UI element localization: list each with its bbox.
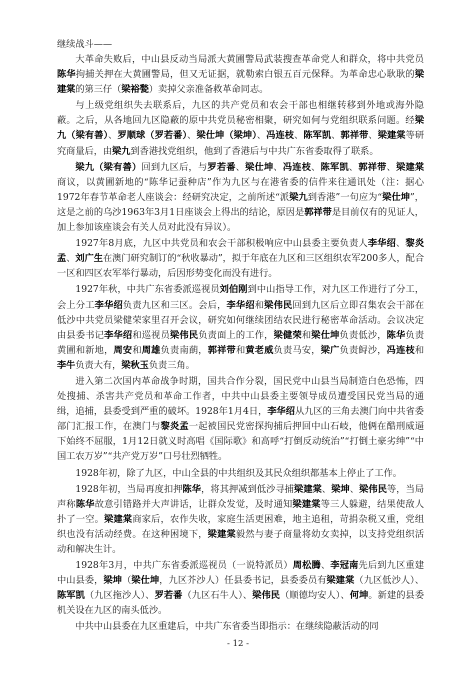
person-name: 陈军凯	[303, 130, 332, 142]
person-name: 梁建棠	[104, 513, 133, 525]
text-run: 、	[311, 161, 321, 173]
person-name: 冯连枝	[386, 344, 415, 356]
person-name: 罗顺球（罗若番）	[117, 130, 188, 142]
text-run: 负责黄圃和新地，	[57, 329, 425, 356]
text-run: 、	[187, 130, 197, 142]
person-name: 刘广生	[75, 253, 103, 265]
person-name: 周松腾	[292, 560, 321, 572]
text-run: 负责低沙，	[339, 329, 387, 341]
person-name: 梁伟民	[359, 483, 387, 495]
person-name: 李华绍	[94, 299, 123, 311]
text-run: ，九区芥沙人）任县委书记，县委委员有	[159, 575, 327, 587]
text-run: ）卖掉父亲准备救革命同志。	[148, 84, 269, 96]
text-run: 等研究商量后，由	[57, 130, 425, 157]
text-run: 、	[273, 161, 283, 173]
paragraph	[57, 98, 424, 158]
text-run: 和	[132, 344, 142, 356]
text-run: 、	[331, 130, 341, 142]
text-run: 一起被国民党密探拘捕后押回中山石岐，他俩在酷刑威逼下始终不屈服，1月12日就义时高唱《国际歌》和高呼“打倒反动统治”“打倒土豪劣绅”“中国工农万岁”“共产党万岁”口号壮烈牺牲。	[57, 421, 425, 463]
person-name: 刘伯刚	[219, 284, 248, 296]
person-name: 梁仕坤	[382, 191, 411, 203]
text-run: 。新建的县委机关设在九区的南头低沙。	[57, 590, 425, 617]
person-name: 冯连枝	[282, 161, 312, 173]
text-run: 1927年秋，中共广东省委派巡视员	[75, 284, 220, 296]
person-name: 梁坤	[103, 575, 123, 587]
person-name: 李牛	[57, 359, 76, 371]
person-name: 陈华	[182, 483, 202, 495]
text-run: 中共中山县委在九区重建后，中共广东省委当即指示：在继续隐蔽活动的同	[75, 621, 379, 633]
text-run: 故意引错路并大声讲话，让群众发觉，及时通知	[94, 498, 293, 510]
text-run: 1928年初，当局再度扣押	[75, 483, 183, 495]
person-name: 梁建棠	[396, 161, 425, 173]
text-run: 回到九区后，与	[141, 161, 208, 173]
text-run: 、	[396, 238, 406, 250]
text-run: 、	[235, 161, 246, 173]
text-run: 的第三仔（	[75, 84, 122, 96]
person-name: 周雄	[141, 344, 161, 356]
body-text	[57, 52, 424, 635]
text-run: 和巡视员	[132, 329, 171, 341]
text-run: ，将其押减到低沙寻捕	[201, 483, 295, 495]
person-name: 郭祥带	[358, 161, 387, 173]
text-run: 和	[414, 344, 425, 356]
person-name: 陈华	[75, 498, 95, 510]
text-run: 1928年初，除了九区，中山全县的中共组织及其民众组织都基本上停止了工作。	[75, 467, 402, 479]
text-run: 、	[386, 161, 397, 173]
paragraph	[57, 374, 424, 465]
text-run: 拘捕关押在大黄圃警局，但又无证据，就勒索白银五百元保释。为革命忠心耿耿的	[75, 69, 415, 81]
person-name: 周安	[113, 344, 133, 356]
text-run: 毅然与妻子商量将幼女卖掉，以支持党组织活动和解决生计。	[57, 528, 425, 555]
text-run: 和	[301, 329, 312, 341]
text-run: 回到九区后立即召集农会干部在低沙中共党员梁健荣家里召开会议，研究如何继续团结农民进行秘密革命活动。会议决定由县委书记	[57, 299, 425, 341]
person-name: 黎炎孟	[57, 238, 425, 265]
person-name: 梁仕坤	[131, 575, 160, 587]
text-run: （九区低沙人）、	[354, 575, 425, 587]
person-name: 郭祥带	[340, 130, 369, 142]
person-name: 梁建棠	[326, 575, 355, 587]
text-run: 1927年8月底，九区中共党员和农会干部积极响应中山县委主要负责人	[75, 238, 368, 250]
text-run: 负责鲟沙，	[339, 344, 387, 356]
text-run: 、	[256, 130, 267, 142]
text-run: 是目前仅有的见证人，加上参加该座谈会有关人员对此没有异议）。	[57, 206, 424, 234]
person-name: 陈华	[57, 69, 76, 81]
person-name: 梁伟民	[252, 590, 281, 602]
person-name: 郭祥带	[304, 206, 332, 218]
person-name: 冯连枝	[266, 130, 295, 142]
text-run: 从九区的三角去澳门向中共省委部门汇报工作，在澳门与	[57, 406, 424, 433]
text-run: 商议，以黄圃新地的“陈华记蚕种店”作为九区与在港省委的信件来往通讯处（注：据心1972年春节革命老人座谈会：经研究决定，之前所述“派	[57, 176, 424, 203]
text-run: 到香港”一句应为“	[307, 191, 383, 203]
person-name: 梁伟民	[170, 329, 199, 341]
text-run: 、	[349, 483, 360, 495]
paragraph	[57, 619, 424, 634]
text-run: 和	[254, 299, 265, 311]
person-name: 梁九（梁有善）	[75, 161, 142, 173]
person-name: 梁建棠	[207, 528, 236, 540]
text-run: 、	[321, 483, 332, 495]
person-name: 陈军凯	[57, 590, 85, 602]
text-run: 到香港找党组织，他到了香港后与中共广东省委取得了联系。	[130, 145, 379, 157]
person-name: 罗若番	[207, 161, 236, 173]
person-name: 何坤	[349, 590, 369, 602]
person-name: 陈军凯	[320, 161, 349, 173]
person-name: 梁仕坤	[311, 329, 340, 341]
text-run: 和	[235, 344, 246, 356]
text-run: 与上级党组织失去联系后，九区的共产党员和农会干部也相继转移到外地或海外隐蔽。之后，从各地回九区隐蔽的原中共党员秘密相聚，研究如何与党组织联系问题。经	[57, 100, 424, 127]
person-name: 梁秋玉	[121, 359, 149, 371]
text-run: （	[122, 575, 132, 587]
section-heading: 继续战斗——	[57, 39, 113, 50]
person-name: 梁伟民	[264, 299, 293, 311]
person-name: 梁建棠	[57, 69, 425, 96]
person-name: 李华绍	[226, 299, 255, 311]
text-run: 、	[294, 130, 304, 142]
person-name: 梁坤	[331, 483, 350, 495]
person-name: 梁健荣	[273, 329, 302, 341]
person-name: 梁广	[320, 344, 340, 356]
paragraph	[57, 558, 424, 618]
text-run: 负责马安，	[273, 344, 321, 356]
paragraph	[57, 466, 424, 481]
text-run: 到中山指导工作，对九区工作进行了分工，会上分工	[57, 284, 425, 311]
text-run: 、	[368, 130, 378, 142]
person-name: 罗若番	[154, 590, 183, 602]
text-run: 1928年3月，中共广东省委派巡视员（一说特派员）	[75, 560, 293, 572]
text-run: 负责三角。	[148, 359, 195, 371]
person-name: 梁九	[289, 191, 308, 203]
text-run: 进入第二次国内革命战争时期，国共合作分裂，国民党中山县当局制造白色恐怖，四处搜捕、杀害共产党员和革命工作者，中共中山县委主要领导成员遭受国民党当局的通缉，追捕，县委受到严重的破坏。1928年1月4日，	[57, 375, 424, 418]
person-name: 梁裕甃	[121, 84, 149, 96]
person-name: 李冠南	[330, 560, 359, 572]
person-name: 郭祥带	[207, 344, 236, 356]
person-name: 梁仕坤	[245, 161, 274, 173]
text-run: 、	[108, 130, 118, 142]
text-run: 先后到九区重建中山县委，	[57, 560, 425, 587]
person-name: 李华绍	[104, 329, 133, 341]
paragraph	[57, 282, 424, 373]
text-run: 、	[320, 560, 331, 572]
text-run: 等，当局声称	[57, 483, 425, 510]
text-run: （九区拖沙人）、	[84, 590, 155, 602]
text-run: （顺德均安人）、	[280, 590, 350, 602]
text-run: 负责大有，	[75, 359, 122, 371]
text-run: 等三人躲避，结果使敌人扑了一空。	[57, 498, 425, 525]
text-run: 负责南蓢，	[160, 344, 208, 356]
paragraph	[57, 52, 424, 97]
person-name: 梁九	[112, 145, 131, 157]
page-number: - 12 -	[227, 639, 249, 649]
person-name: 李华绍	[267, 406, 295, 418]
text-run: 、	[348, 161, 359, 173]
person-name: 梁仕坤（梁坤）	[196, 130, 257, 142]
person-name: 黄老威	[245, 344, 274, 356]
text-run: 负责九区和三区。会后，	[122, 299, 227, 311]
person-name: 黎炎孟	[160, 421, 189, 433]
text-run: 在澳门研究制订的“秋收暴动”，拟于年底在九区和三区组织农军200多人，配合一区和四区农军举行暴动，后因形势变化而没有进行。	[57, 253, 425, 280]
paragraph	[57, 482, 424, 557]
text-run: ”，这是之前的乌沙1963年3月1日座谈会上得出的结论，原因是	[57, 191, 424, 218]
text-run: 负责面上的工作，	[198, 329, 274, 341]
text-run: 商家后，农作失收，家庭生活更困难，地主追租，苛捐杂税又重，党组织也没有活动经费。在这种困境下，	[57, 513, 425, 540]
person-name: 梁建棠	[294, 483, 322, 495]
person-name: 梁建棠	[292, 498, 321, 510]
paragraph	[57, 160, 424, 235]
text-run: 、	[66, 253, 76, 265]
text-run: （九区石牛人）、	[182, 590, 253, 602]
text-run: 大革命失败后，中山县反动当局派大黄圃警局武装搜查革命党人和群众，将中共党员	[75, 54, 424, 65]
person-name: 梁建棠	[377, 130, 406, 142]
person-name: 梁九（梁有善）	[57, 115, 424, 142]
paragraph	[57, 236, 424, 281]
person-name: 李华绍	[367, 238, 397, 250]
person-name: 陈华	[386, 329, 406, 341]
